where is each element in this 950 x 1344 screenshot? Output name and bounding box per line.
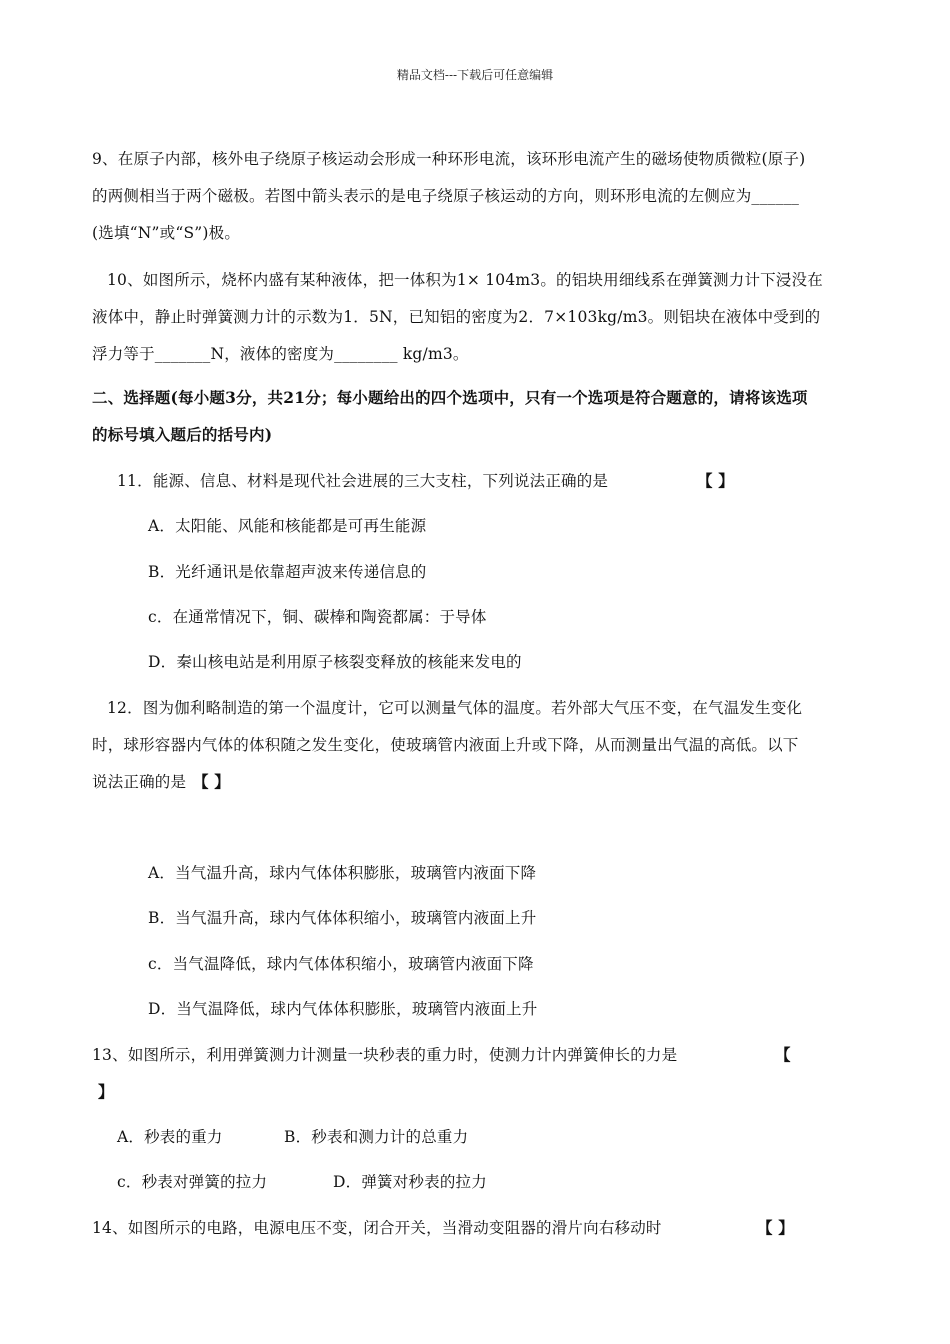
q13-stem: 13、如图所示，利用弹簧测力计测量一块秒表的重力时，使测力计内弹簧伸长的力是 bbox=[92, 1046, 678, 1064]
q10-line-2: 液体中，静止时弹簧测力计的示数为1．5N，已知铝的密度为2．7×103kg/m3。则铝块在液体中受到的 bbox=[92, 308, 821, 326]
q11-option-c: c．在通常情况下，铜、碳棒和陶瓷都属：于导体 bbox=[148, 608, 487, 626]
q12-answer-bracket: 【 】 bbox=[193, 772, 230, 791]
q13-option-d: D．弹簧对秒表的拉力 bbox=[333, 1173, 487, 1191]
q9-line-3: (选填“N”或“S”)极。 bbox=[92, 224, 241, 242]
page-header: 精品文档---下载后可任意编辑 bbox=[396, 68, 554, 82]
q12-option-d: D．当气温降低，球内气体体积膨胀，玻璃管内液面上升 bbox=[148, 1000, 538, 1018]
section-2-line-1: 二、选择题(每小题3分，共21分；每小题给出的四个选项中，只有一个选项是符合题意的，请将该选项 bbox=[92, 388, 808, 407]
q12-option-b: B．当气温升高，球内气体体积缩小，玻璃管内液面上升 bbox=[148, 909, 537, 927]
q11-stem: 11．能源、信息、材料是现代社会进展的三大支柱，下列说法正确的是 bbox=[117, 472, 609, 490]
q11-option-b: B．光纤通讯是依靠超声波来传递信息的 bbox=[148, 563, 427, 581]
q11-option-d: D．秦山核电站是利用原子核裂变释放的核能来发电的 bbox=[148, 653, 522, 671]
q9-line-1: 9、在原子内部，核外电子绕原子核运动会形成一种环形电流，该环形电流产生的磁场使物质微粒(原子) bbox=[92, 150, 806, 168]
q11-option-a: A．太阳能、风能和核能都是可再生能源 bbox=[148, 517, 427, 535]
q13-option-c: c．秒表对弹簧的拉力 bbox=[117, 1173, 268, 1191]
q12-line-1: 12．图为伽利略制造的第一个温度计，它可以测量气体的温度。若外部大气压不变，在气温发生变化 bbox=[107, 699, 803, 717]
q12-line-2: 时，球形容器内气体的体积随之发生变化，使玻璃管内液面上升或下降，从而测量出气温的高低。以下 bbox=[92, 736, 799, 754]
q10-line-1: 10、如图所示，烧杯内盛有某种液体，把一体积为1× 104m3。的铝块用细线系在弹簧测力计下浸没在 bbox=[107, 271, 823, 289]
q12-option-a: A．当气温升高，球内气体体积膨胀，玻璃管内液面下降 bbox=[148, 864, 537, 882]
q14-answer-bracket: 【 】 bbox=[757, 1218, 794, 1237]
q13-bracket-open: 【 bbox=[775, 1045, 791, 1064]
q13-bracket-close: 】 bbox=[98, 1082, 114, 1101]
q10-line-3: 浮力等于_______N，液体的密度为________ kg/m3。 bbox=[92, 345, 469, 363]
q14-stem: 14、如图所示的电路，电源电压不变，闭合开关，当滑动变阻器的滑片向右移动时 bbox=[92, 1219, 662, 1237]
q12-line-3: 说法正确的是 bbox=[92, 773, 187, 791]
q9-line-2: 的两侧相当于两个磁极。若图中箭头表示的是电子绕原子核运动的方向，则环形电流的左侧应为______ bbox=[92, 187, 800, 205]
section-2-line-2: 的标号填入题后的括号内) bbox=[92, 425, 273, 444]
q13-option-b: B．秒表和测力计的总重力 bbox=[284, 1128, 469, 1146]
q12-option-c: c．当气温降低，球内气体体积缩小，玻璃管内液面下降 bbox=[148, 955, 534, 973]
q13-option-a: A．秒表的重力 bbox=[117, 1128, 223, 1146]
q11-answer-bracket: 【 】 bbox=[697, 471, 734, 490]
